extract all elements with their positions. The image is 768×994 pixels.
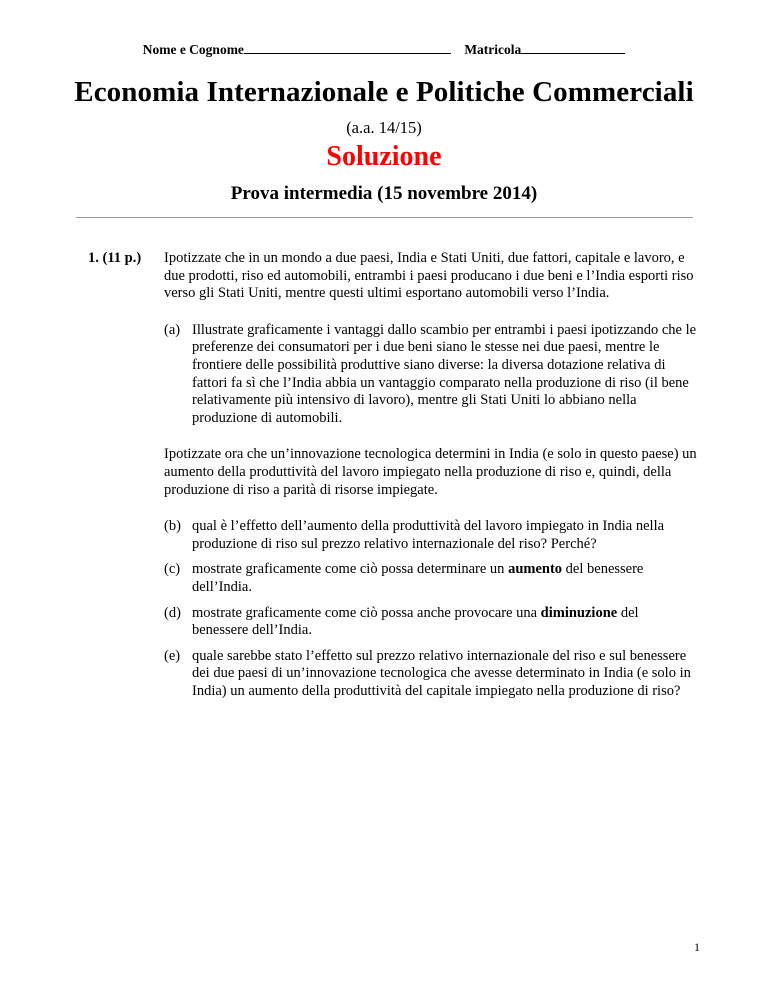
sub-question-text: Illustrate graficamente i vantaggi dallo scambio per entrambi i paesi ipotizzando che le preferenze dei consumatori per i due beni siano le stesse nei due paesi, mentre le frontiere delle possibilità produttive siano diverse: la diversa dotazione relativa di fattori fa sì che l’India abbia un vantaggio comparato nella produzione di riso (il bene relativamente più intensivo di lavoro), mentre gli Stati Uniti lo abbiano nella produzione di automobili. [192, 321, 697, 426]
solution-label: Soluzione [326, 141, 442, 172]
emphasis-word: aumento [508, 561, 563, 578]
document-title: Economia Internazionale e Politiche Commerciali [74, 76, 694, 108]
sub-question-b [164, 518, 698, 553]
sub-question-text: qual è l’effetto dell’aumento della produttività del lavoro impiegato in India nella produzione di riso sul prezzo relativo internazionale del riso? Perché? [192, 518, 665, 552]
sub-question-text-start: mostrate graficamente come ciò possa determinare un [192, 561, 509, 578]
sub-question-text-end: del benessere dell’India. [192, 604, 639, 639]
page-number: 1 [694, 940, 700, 954]
question-intro: Ipotizzate che in un mondo a due paesi, India e Stati Uniti, due fattori, capitale e lavoro, e due prodotti, riso ed automobili, entrambi i paesi producano i due beni e l’India esporti riso verso gli Stati Uniti, mentre questi ultimi esportano automobili verso l’India. [164, 250, 694, 302]
question-1 [88, 250, 698, 700]
sub-question-text-end: del benessere dell’India. [192, 561, 644, 595]
emphasis-word: diminuzione [540, 604, 618, 621]
sub-question-label: (a) [164, 321, 181, 338]
sub-question-list [164, 322, 698, 428]
sub-question-label: (b) [164, 518, 181, 535]
question-middle-paragraph: Ipotizzate ora che un’innovazione tecnologica determini in India (e solo in questo paese) un aumento della produttività del lavoro impiegato nella produzione di riso e, quindi, della produzione di riso a parità di risorse impiegate. [164, 446, 697, 498]
sub-question-c [164, 561, 698, 596]
sub-question-d [164, 605, 698, 640]
sub-question-a [164, 322, 698, 428]
sub-question-list [164, 518, 698, 700]
horizontal-divider [76, 217, 693, 218]
sub-question-label: (c) [164, 561, 181, 578]
matricola-label: Matricola [464, 42, 522, 57]
question-label: 1. (11 p.) [88, 250, 142, 266]
matricola-blank [521, 41, 625, 54]
academic-year: (a.a. 14/15) [346, 118, 422, 137]
sub-question-e [164, 648, 698, 701]
sub-question-label: (d) [164, 604, 181, 621]
name-blank [244, 41, 451, 54]
exam-title: Prova intermedia (15 novembre 2014) [230, 183, 538, 204]
name-label: Nome e Cognome [142, 42, 244, 57]
sub-question-label: (e) [164, 647, 181, 664]
sub-question-text: quale sarebbe stato l’effetto sul prezzo relativo internazionale del riso e sul benessere dei due paesi di un’innovazione tecnologica che avesse determinato in India (e solo in India) un aumento della produttività del capitale impiegato nella produzione di riso? [192, 647, 691, 699]
student-info-line [0, 41, 768, 58]
sub-question-text-start: mostrate graficamente come ciò possa anche provocare una [192, 604, 541, 621]
